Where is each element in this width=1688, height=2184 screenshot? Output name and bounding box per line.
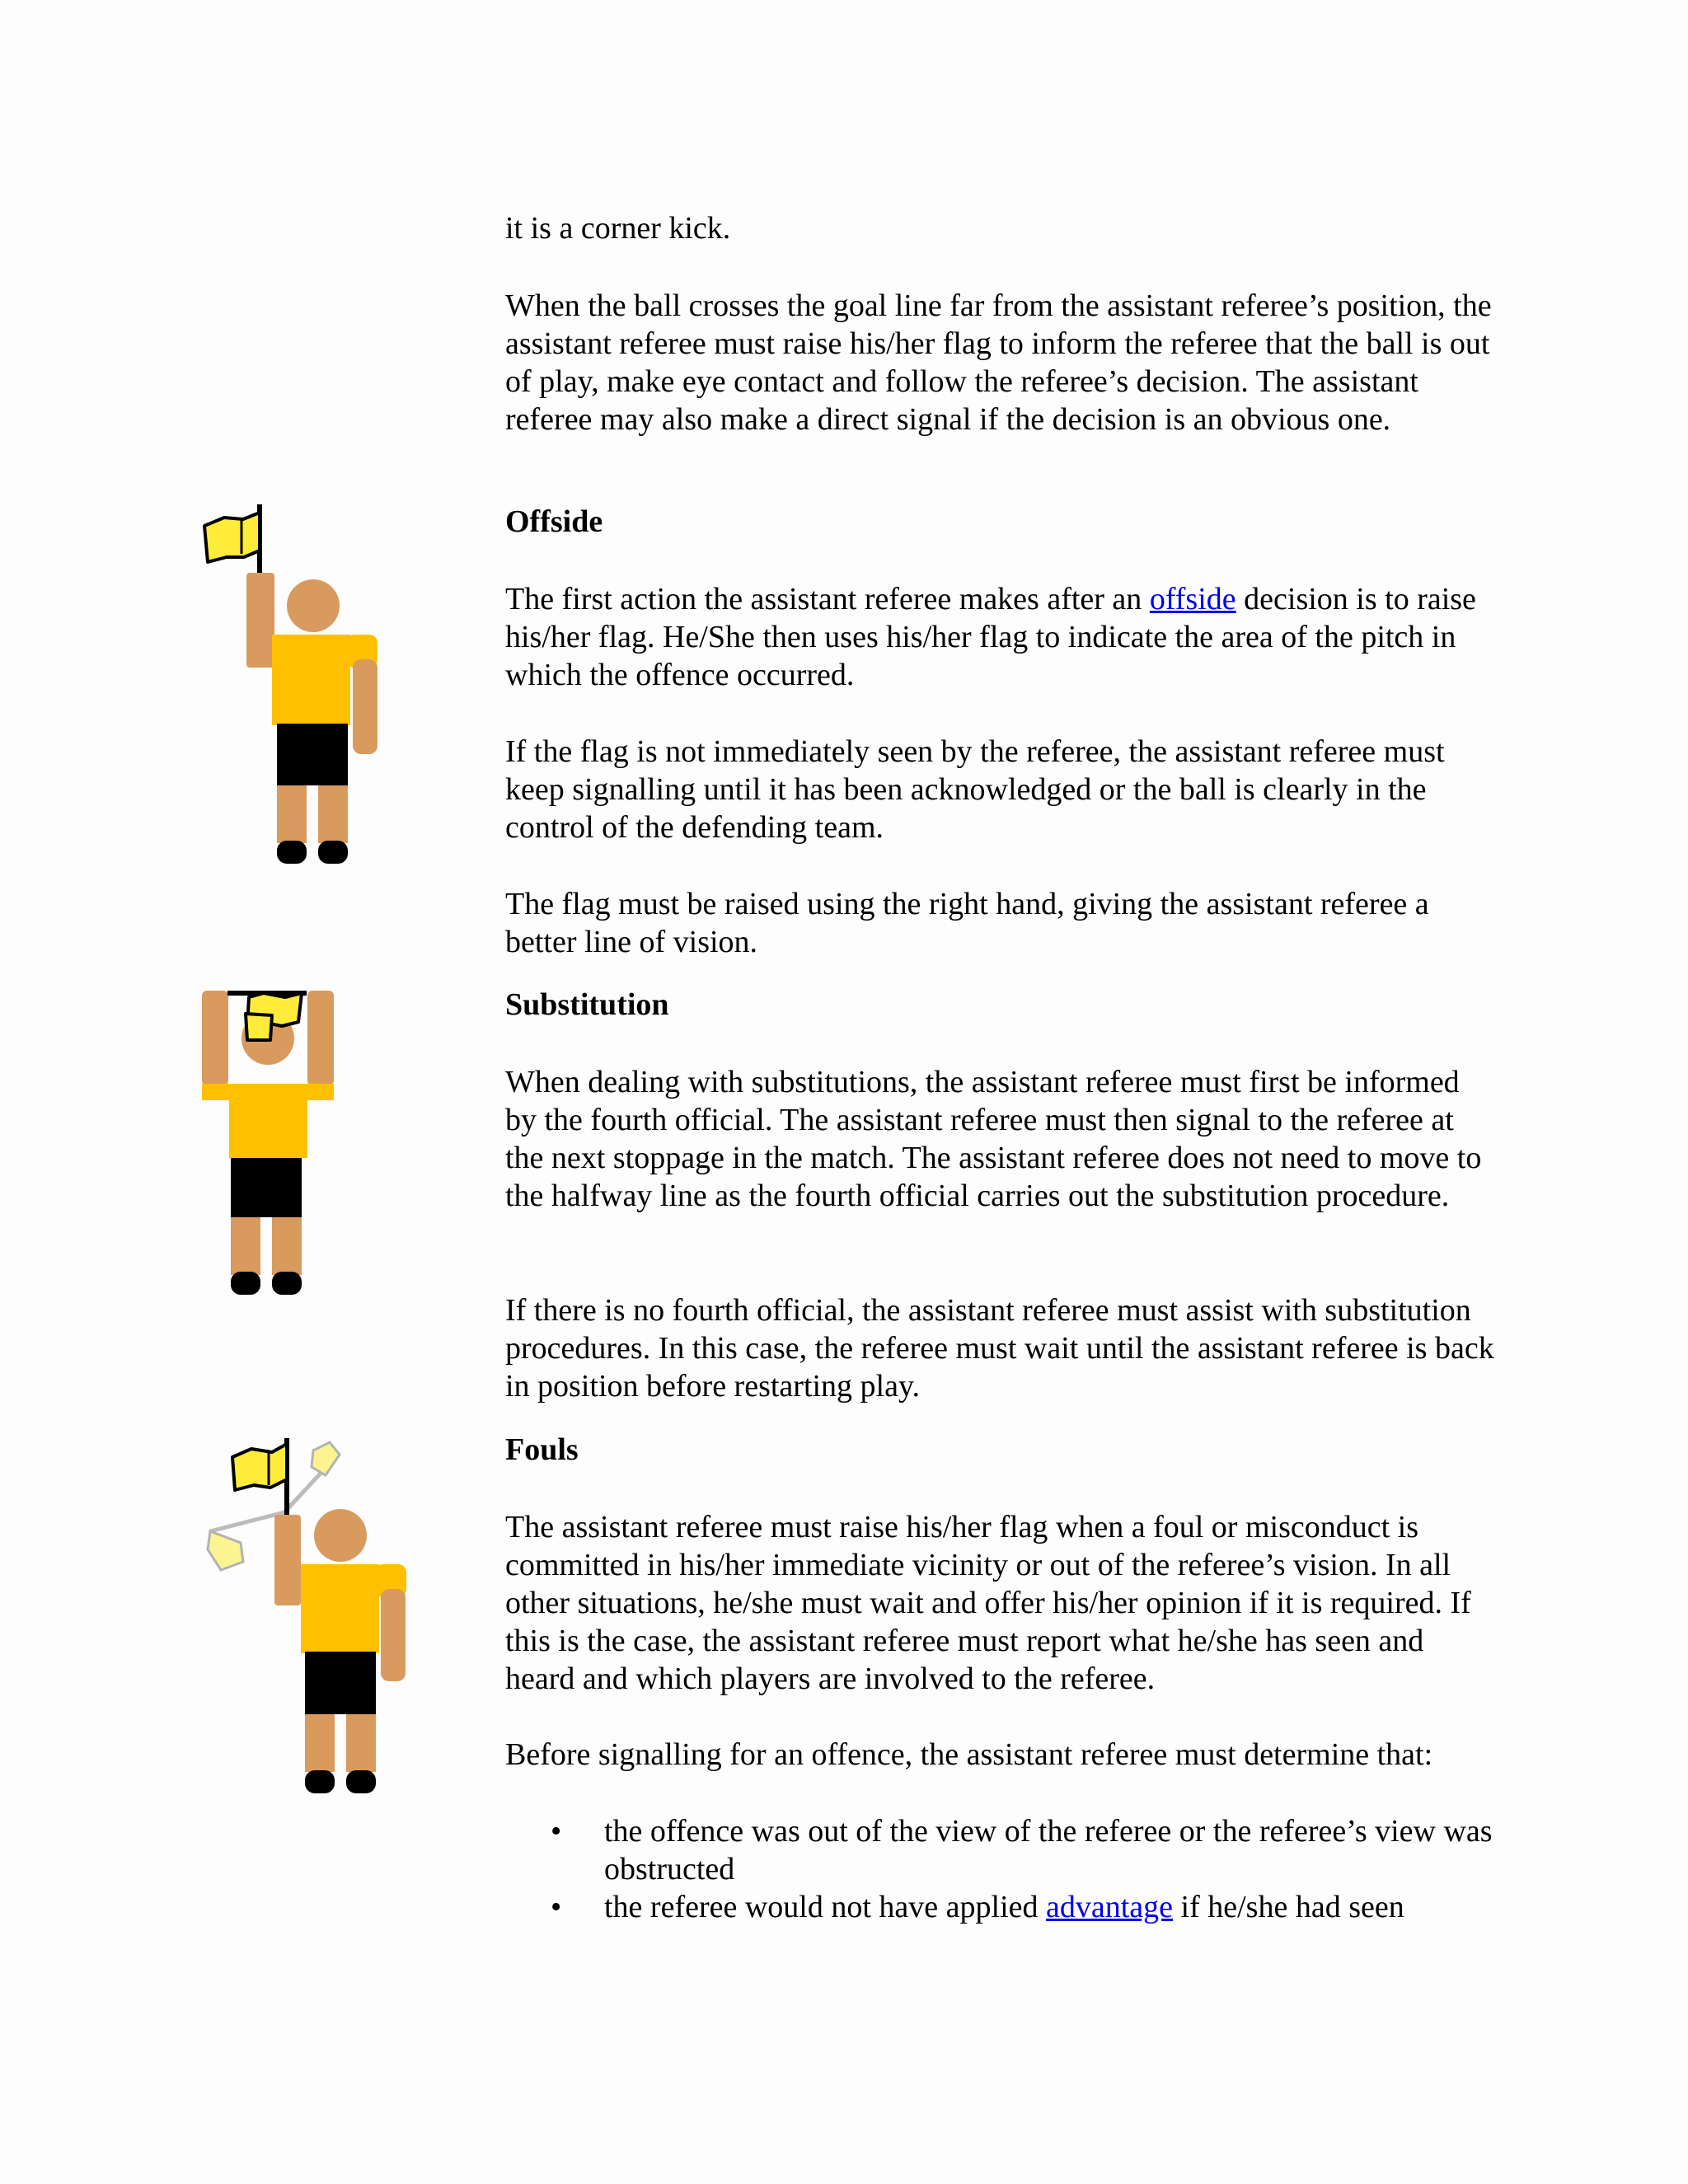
offside-heading: Offside <box>505 504 603 539</box>
foul-signal-figure-icon <box>202 1430 412 1805</box>
corner-kick-text: it is a corner kick. <box>505 211 731 246</box>
offside-paragraph-2: If the flag is not immediately seen by the referee, the assistant referee must keep signalling until it has been acknowledged or the ball is clearly in the control of the defending team. <box>505 734 1445 845</box>
goal-line-paragraph: When the ball crosses the goal line far from the assistant referee’s position, the assistant referee must raise his/her flag to inform the referee that the ball is out of play, make eye contact and follow the referee’s decision. The assistant referee may also make a direct signal if the decision is an obvious one. <box>505 288 1492 437</box>
substitution-paragraph-2: If there is no fourth official, the assistant referee must assist with substitution procedures. In this case, the referee must wait until the assistant referee is back in position before restarting play. <box>505 1293 1494 1404</box>
foul-conditions-list <box>505 1812 1494 1926</box>
substitution-paragraph-1: When dealing with substitutions, the assistant referee must first be informed by the fourth official. The assistant referee must then signal to the referee at the next stoppage in the match. The assistant referee does not need to move to the halfway line as the fourth official carries out the substitution procedure. <box>505 1065 1482 1213</box>
offside-signal-figure-icon <box>198 499 387 869</box>
substitution-heading: Substitution <box>505 987 669 1022</box>
list-item: • the offence was out of the view of the referee or the referee’s view was obstructed <box>551 1814 1493 1886</box>
offside-link[interactable]: offside <box>1149 582 1236 616</box>
bullet-icon: • <box>551 1890 562 1924</box>
offside-paragraph-1: The first action the assistant referee makes after an offside decision is to raise his/her flag. He/She then uses his/her flag to indicate the area of the pitch in which the offence occurred. <box>505 582 1476 692</box>
fouls-paragraph-1: The assistant referee must raise his/her flag when a foul or misconduct is committed in his/her immediate vicinity or out of the referee’s vision. In all other situations, he/she must wait and offer his/her opinion if it is required. If this is the case, the assistant referee must report what he/she has seen and heard and which players are involved to the referee. <box>505 1510 1471 1696</box>
advantage-link[interactable]: advantage <box>1046 1890 1174 1924</box>
offside-paragraph-3: The flag must be raised using the right hand, giving the assistant referee a better line of vision. <box>505 887 1429 959</box>
fouls-paragraph-2: Before signalling for an offence, the assistant referee must determine that: <box>505 1737 1433 1772</box>
substitution-signal-figure-icon <box>196 985 353 1306</box>
fouls-heading: Fouls <box>505 1432 579 1467</box>
bullet-icon: • <box>551 1814 562 1849</box>
list-item: • the referee would not have applied advantage if he/she had seen <box>551 1890 1404 1924</box>
